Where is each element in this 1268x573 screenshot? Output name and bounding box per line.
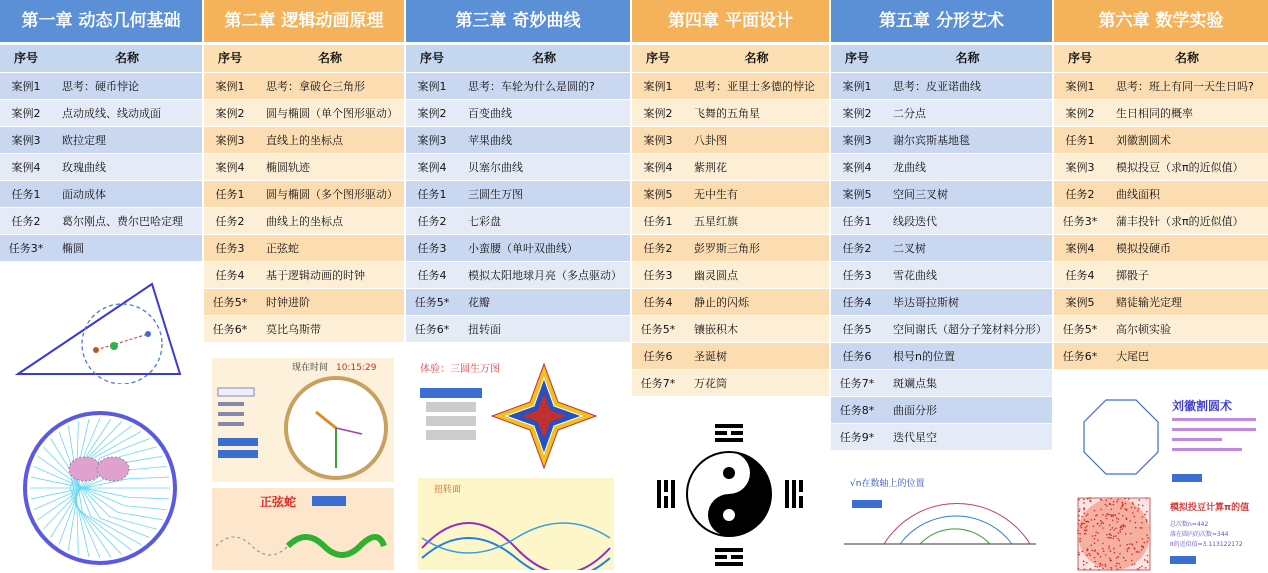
table-row[interactable] — [1054, 180, 1268, 207]
row-title: 幽灵圆点 — [694, 269, 738, 282]
sqrt-title: √n在数轴上的位置 — [850, 479, 925, 489]
row-number: 任务7* — [640, 377, 676, 390]
table-row[interactable] — [632, 261, 829, 288]
row-title: 思考：车轮为什么是圆的? — [468, 80, 595, 93]
table-row[interactable] — [204, 72, 404, 99]
row-number: 任务2 — [1065, 188, 1095, 201]
row-title: 曲线面积 — [1116, 188, 1160, 201]
row-title: 蒲丰投针（求π的近似值） — [1116, 215, 1244, 228]
row-title: 生日相同的概率 — [1116, 107, 1193, 120]
chapter-title: 第一章 动态几何基础 — [0, 0, 202, 42]
table-header — [406, 45, 630, 72]
row-title: 二叉树 — [893, 242, 926, 255]
table-row[interactable] — [204, 315, 404, 342]
chapter-title: 第三章 奇妙曲线 — [406, 0, 630, 42]
row-number: 案例2 — [643, 107, 673, 120]
row-number: 案例3 — [1065, 161, 1095, 174]
header-no: 序号 — [1067, 51, 1092, 65]
header-name: 名称 — [955, 51, 980, 65]
sine-title: 正弦蛇 — [260, 495, 297, 509]
row-number: 案例5 — [1065, 296, 1095, 309]
triangle-incircle-image — [10, 276, 195, 384]
row-title: 静止的闪烁 — [694, 296, 749, 309]
row-number: 任务2 — [643, 242, 673, 255]
row-number: 任务2 — [417, 215, 447, 228]
row-title: 毕达哥拉斯树 — [893, 296, 959, 309]
header-name: 名称 — [1174, 51, 1199, 65]
table-row[interactable] — [831, 396, 1052, 423]
row-title: 掷骰子 — [1116, 269, 1149, 282]
row-number: 任务6* — [212, 323, 248, 336]
row-title: 根号n的位置 — [893, 350, 955, 363]
row-number: 任务1 — [11, 188, 41, 201]
row-title: 小蛮腰（单叶双曲线） — [468, 242, 578, 255]
bagua-image — [648, 418, 810, 570]
row-title: 莫比乌斯带 — [266, 323, 321, 336]
table-row[interactable] — [1054, 342, 1268, 369]
row-title: 刘徽割圆术 — [1116, 134, 1171, 147]
row-number: 任务8* — [839, 404, 875, 417]
row-title: 迭代星空 — [893, 431, 937, 444]
row-title: 曲线上的坐标点 — [266, 215, 343, 228]
row-title: 彭罗斯三角形 — [694, 242, 760, 255]
row-title: 无中生有 — [694, 188, 738, 201]
header-no: 序号 — [844, 51, 869, 65]
row-number: 案例4 — [417, 161, 447, 174]
table-row[interactable] — [0, 180, 202, 207]
row-number: 案例3 — [215, 134, 245, 147]
table-row[interactable] — [406, 153, 630, 180]
row-title: 雪花曲线 — [893, 269, 937, 282]
row-number: 任务4 — [417, 269, 447, 282]
sqrt-spiral-image — [840, 472, 1040, 570]
row-title: 直线上的坐标点 — [266, 134, 343, 147]
row-title: 贝塞尔曲线 — [468, 161, 523, 174]
row-number: 案例4 — [842, 161, 872, 174]
table-row[interactable] — [406, 234, 630, 261]
table-row[interactable] — [831, 207, 1052, 234]
chapter-title: 第四章 平面设计 — [632, 0, 829, 42]
row-title: 圆与椭圆（单个图形驱动） — [266, 107, 398, 120]
table-row[interactable] — [1054, 207, 1268, 234]
table-row[interactable] — [1054, 234, 1268, 261]
row-number: 案例4 — [1065, 242, 1095, 255]
cardioid-envelope-image — [15, 405, 185, 571]
table-row[interactable] — [632, 342, 829, 369]
row-title: 扭转面 — [468, 323, 501, 336]
table-row[interactable] — [831, 180, 1052, 207]
row-title: 模拟投豆（求π的近似值） — [1116, 161, 1244, 174]
row-title: 玫瑰曲线 — [62, 161, 106, 174]
table-row[interactable] — [831, 126, 1052, 153]
table-row[interactable] — [632, 234, 829, 261]
row-title: 椭圆 — [62, 242, 84, 255]
table-row[interactable] — [632, 207, 829, 234]
table-row[interactable] — [1054, 126, 1268, 153]
row-number: 案例2 — [417, 107, 447, 120]
row-title: 万花筒 — [694, 377, 727, 390]
three-circle-title: 体验：三圆生万图 — [420, 364, 500, 375]
row-title: 龙曲线 — [893, 161, 926, 174]
row-title: 苹果曲线 — [468, 134, 512, 147]
row-number: 案例2 — [842, 107, 872, 120]
row-title: 面动成体 — [62, 188, 106, 201]
row-number: 任务2 — [215, 215, 245, 228]
row-title: 百变曲线 — [468, 107, 512, 120]
row-title: 斑斓点集 — [893, 377, 937, 390]
table-row[interactable] — [406, 99, 630, 126]
pi-line1: 总次数n=442 — [1170, 521, 1209, 528]
row-number: 案例4 — [643, 161, 673, 174]
sine-snake-image — [212, 488, 394, 570]
twist-surface-image — [418, 478, 614, 570]
table-row[interactable] — [831, 234, 1052, 261]
row-title: 曲面分形 — [893, 404, 937, 417]
table-row[interactable] — [632, 99, 829, 126]
table-row[interactable] — [0, 72, 202, 99]
table-row[interactable] — [1054, 261, 1268, 288]
header-name: 名称 — [531, 51, 556, 65]
row-title: 葛尔刚点、费尔巴哈定理 — [62, 215, 183, 228]
row-title: 模拟太阳地球月亮（多点驱动） — [468, 269, 622, 282]
row-title: 时钟进阶 — [266, 296, 310, 309]
row-number: 案例1 — [11, 80, 41, 93]
table-row[interactable] — [632, 180, 829, 207]
table-row[interactable] — [0, 153, 202, 180]
table-header — [1054, 45, 1268, 72]
table-row[interactable] — [204, 261, 404, 288]
table-row[interactable] — [406, 288, 630, 315]
row-number: 案例1 — [1065, 80, 1095, 93]
row-number: 任务6 — [643, 350, 673, 363]
row-title: 大尾巴 — [1116, 350, 1149, 363]
row-title: 镶嵌积木 — [694, 323, 738, 336]
table-row[interactable] — [204, 288, 404, 315]
liuhui-title: 刘徽割圆术 — [1172, 399, 1233, 413]
clock-image — [212, 358, 394, 482]
row-number: 任务9* — [839, 431, 875, 444]
twist-title: 扭转面 — [434, 485, 462, 495]
row-title: 基于逻辑动画的时钟 — [266, 269, 365, 282]
table-row[interactable] — [204, 153, 404, 180]
row-title: 线段迭代 — [893, 215, 937, 228]
row-number: 任务3 — [842, 269, 872, 282]
table-row[interactable] — [1054, 99, 1268, 126]
row-title: 思考：硬币悖论 — [62, 80, 139, 93]
row-title: 高尔顿实验 — [1116, 323, 1171, 336]
liuhui-image — [1076, 390, 1262, 488]
table-row[interactable] — [831, 342, 1052, 369]
row-title: 点动成线、线动成面 — [62, 107, 161, 120]
header-name: 名称 — [744, 51, 769, 65]
table-row[interactable] — [632, 72, 829, 99]
row-title: 八卦图 — [694, 134, 727, 147]
monte-carlo-pi-image — [1074, 494, 1264, 571]
row-title: 空间谢氏（超分子笼材料分形） — [893, 323, 1047, 336]
table-row[interactable] — [831, 72, 1052, 99]
table-header — [632, 45, 829, 72]
row-number: 任务2 — [842, 242, 872, 255]
table-row[interactable] — [831, 261, 1052, 288]
table-row[interactable] — [632, 153, 829, 180]
row-number: 任务6* — [414, 323, 450, 336]
row-title: 思考：班上有同一天生日吗? — [1116, 80, 1254, 93]
row-title: 飞舞的五角星 — [694, 107, 760, 120]
table-row[interactable] — [1054, 315, 1268, 342]
table-row[interactable] — [0, 207, 202, 234]
table-row[interactable] — [831, 369, 1052, 396]
table-row[interactable] — [204, 207, 404, 234]
table-row[interactable] — [1054, 72, 1268, 99]
header-name: 名称 — [317, 51, 342, 65]
table-row[interactable] — [204, 126, 404, 153]
table-row[interactable] — [0, 126, 202, 153]
chapter-title: 第六章 数学实验 — [1054, 0, 1268, 42]
table-row[interactable] — [632, 288, 829, 315]
table-row[interactable] — [831, 315, 1052, 342]
row-number: 案例2 — [215, 107, 245, 120]
row-number: 案例1 — [842, 80, 872, 93]
table-row[interactable] — [0, 234, 202, 261]
pi-title: 模拟投豆计算π的值 — [1170, 503, 1250, 513]
row-number: 案例3 — [643, 134, 673, 147]
row-title: 椭圆轨迹 — [266, 161, 310, 174]
row-number: 任务4 — [1065, 269, 1095, 282]
header-no: 序号 — [419, 51, 444, 65]
row-number: 任务7* — [839, 377, 875, 390]
table-row[interactable] — [406, 126, 630, 153]
row-number: 任务3* — [8, 242, 44, 255]
table-row[interactable] — [406, 207, 630, 234]
row-number: 任务1 — [842, 215, 872, 228]
table-row[interactable] — [632, 369, 829, 396]
row-number: 任务5* — [212, 296, 248, 309]
row-title: 模拟投硬币 — [1116, 242, 1171, 255]
table-row[interactable] — [406, 315, 630, 342]
row-title: 思考：皮亚诺曲线 — [893, 80, 981, 93]
row-number: 案例4 — [11, 161, 41, 174]
row-number: 任务1 — [215, 188, 245, 201]
row-number: 任务6 — [842, 350, 872, 363]
chapter-title: 第二章 逻辑动画原理 — [204, 0, 404, 42]
table-row[interactable] — [406, 180, 630, 207]
row-number: 任务5* — [640, 323, 676, 336]
row-number: 任务4 — [842, 296, 872, 309]
pi-line2: 落在圆内的次数=344 — [1170, 531, 1229, 538]
row-number: 案例4 — [215, 161, 245, 174]
table-header — [204, 45, 404, 72]
row-number: 案例1 — [417, 80, 447, 93]
row-title: 圆与椭圆（多个图形驱动） — [266, 188, 398, 201]
table-row[interactable] — [1054, 153, 1268, 180]
row-number: 案例3 — [11, 134, 41, 147]
clock-title: 现在时间 — [292, 363, 329, 373]
row-title: 五星红旗 — [694, 215, 738, 228]
table-row[interactable] — [632, 315, 829, 342]
row-title: 空间三叉树 — [893, 188, 948, 201]
row-number: 案例1 — [643, 80, 673, 93]
table-row[interactable] — [406, 261, 630, 288]
row-title: 花瓣 — [468, 296, 490, 309]
row-number: 案例3 — [417, 134, 447, 147]
chapter-title: 第五章 分形艺术 — [831, 0, 1052, 42]
row-number: 案例1 — [215, 80, 245, 93]
three-circles-image — [412, 358, 624, 470]
table-row[interactable] — [632, 126, 829, 153]
row-title: 谢尔宾斯基地毯 — [893, 134, 970, 147]
row-title: 思考：拿破仑三角形 — [266, 80, 365, 93]
row-title: 欧拉定理 — [62, 134, 106, 147]
row-title: 思考：亚里士多德的悖论 — [694, 80, 815, 93]
row-number: 任务6* — [1062, 350, 1098, 363]
row-number: 任务1 — [1065, 134, 1095, 147]
table-row[interactable] — [204, 99, 404, 126]
pi-line3: π的近似值=3.113122172 — [1170, 541, 1243, 548]
row-number: 任务4 — [643, 296, 673, 309]
table-header — [0, 45, 202, 72]
row-number: 任务5 — [842, 323, 872, 336]
header-no: 序号 — [645, 51, 670, 65]
row-number: 任务1 — [417, 188, 447, 201]
row-number: 任务4 — [215, 269, 245, 282]
row-number: 案例2 — [1065, 107, 1095, 120]
row-number: 任务1 — [643, 215, 673, 228]
row-title: 赌徒输光定理 — [1116, 296, 1182, 309]
row-number: 任务3 — [215, 242, 245, 255]
table-row[interactable] — [0, 99, 202, 126]
table-row[interactable] — [831, 99, 1052, 126]
row-number: 任务2 — [11, 215, 41, 228]
row-number: 案例5 — [643, 188, 673, 201]
table-header — [831, 45, 1052, 72]
row-title: 七彩盘 — [468, 215, 501, 228]
table-row[interactable] — [831, 153, 1052, 180]
row-number: 案例3 — [842, 134, 872, 147]
table-row[interactable] — [204, 234, 404, 261]
row-title: 圣诞树 — [694, 350, 727, 363]
header-no: 序号 — [217, 51, 242, 65]
table-row[interactable] — [204, 180, 404, 207]
row-title: 正弦蛇 — [266, 242, 299, 255]
table-row[interactable] — [831, 288, 1052, 315]
clock-time: 10:15:29 — [336, 363, 377, 373]
row-number: 案例5 — [842, 188, 872, 201]
table-row[interactable] — [1054, 288, 1268, 315]
row-number: 任务5* — [1062, 323, 1098, 336]
table-row[interactable] — [406, 72, 630, 99]
row-number: 案例2 — [11, 107, 41, 120]
header-no: 序号 — [13, 51, 38, 65]
row-title: 紫荆花 — [694, 161, 727, 174]
row-number: 任务3 — [417, 242, 447, 255]
row-number: 任务3 — [643, 269, 673, 282]
header-name: 名称 — [114, 51, 139, 65]
row-title: 三圆生万图 — [468, 188, 523, 201]
row-title: 二分点 — [893, 107, 926, 120]
row-number: 任务5* — [414, 296, 450, 309]
table-row[interactable] — [831, 423, 1052, 450]
row-number: 任务3* — [1062, 215, 1098, 228]
